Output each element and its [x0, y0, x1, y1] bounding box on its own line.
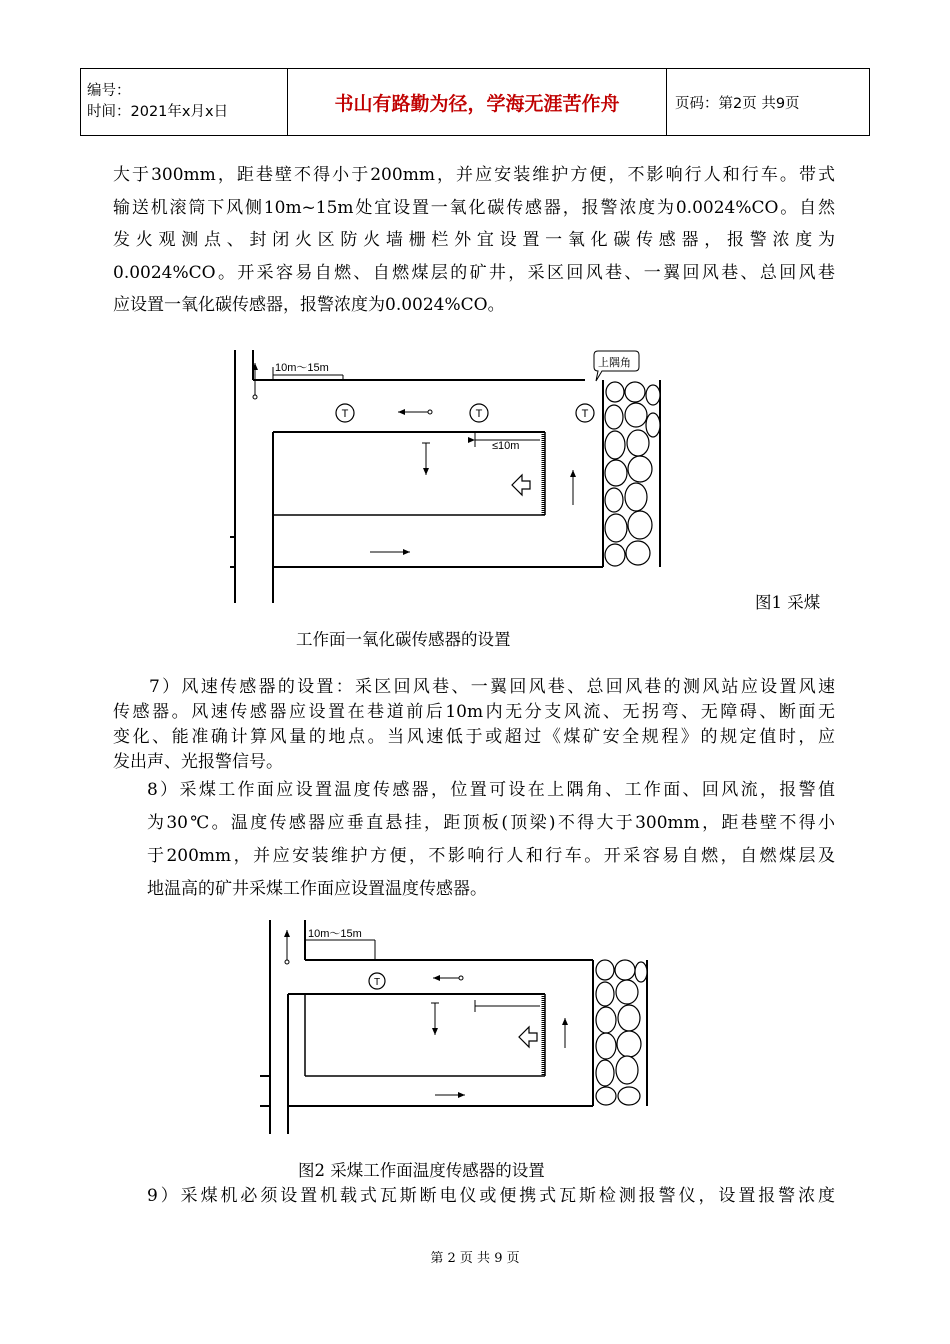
svg-text:T: T [581, 408, 589, 420]
header-motto: 书山有路勤为径，学海无涯苦作舟 [288, 69, 667, 136]
figure2-caption: 图2 采煤工作面温度传感器的设置 [298, 1161, 545, 1180]
text-line: 地温高的矿井采煤工作面应设置温度传感器。 [147, 879, 487, 899]
text-line: 7）风速传感器的设置：采区回风巷、一翼回风巷、总回风巷的测风站应设置风速 [149, 677, 835, 697]
time-label: 时间：2021年x月x日 [87, 104, 229, 120]
paragraph-temperature [147, 774, 835, 906]
text-line: 9）采煤机必须设置机载式瓦斯断电仪或便携式瓦斯检测报警仪，设置报警浓度 [147, 1186, 835, 1206]
paragraph-shearer [147, 1183, 835, 1209]
figure1-caption-part2: 工作面一氧化碳传感器的设置 [296, 630, 511, 649]
fig1-corner-label: 上隅角 [598, 356, 631, 369]
fig1-distance-label: 10m～15m [275, 362, 329, 374]
text-line: 0.0024%CO。开采容易自燃、自燃煤层的矿井，采区回风巷、一翼回风巷、总回风巷 [113, 262, 835, 283]
figure1-co-sensor-diagram [230, 345, 670, 607]
paragraph-co-sensors [113, 159, 835, 322]
text-line: 于200mm，并应安装维护方便，不影响行人和行车。开采容易自燃，自燃煤层及 [147, 846, 835, 866]
text-line: 发火观测点、封闭火区防火墙栅栏外宜设置一氧化碳传感器，报警浓度为 [113, 230, 835, 251]
fig2-distance-label: 10m～15m [308, 928, 362, 940]
number-label: 编号： [87, 83, 131, 99]
figure1-caption-part1: 图1 采煤 [755, 593, 821, 612]
header-page-info: 页码：第2页 共9页 [667, 69, 870, 136]
header-left-cell [81, 69, 288, 136]
page-footer: 第 2 页 共 9 页 [430, 1251, 520, 1266]
text-line: 输送机滚筒下风侧10m~15m处宜设置一氧化碳传感器，报警浓度为0.0024%CO。自然 [113, 197, 835, 218]
text-line: 发出声、光报警信号。 [113, 752, 283, 772]
text-line: 变化、能准确计算风量的地点。当风速低于或超过《煤矿安全规程》的规定值时，应 [113, 727, 835, 747]
svg-text:T: T [341, 408, 349, 420]
fig2-sensor [369, 973, 385, 989]
text-line: 大于300mm，距巷壁不得小于200mm，并应安装维护方便，不影响行人和行车。带式 [113, 165, 835, 185]
text-line: 传感器。风速传感器应设置在巷道前后10m内无分支风流、无拐弯、无障碍、断面无 [113, 702, 835, 722]
figure2-temperature-sensor-diagram [255, 918, 655, 1138]
fig1-gap-label: ≤10m [492, 440, 520, 452]
paragraph-wind-speed [113, 675, 835, 775]
fig1-sensor [576, 404, 594, 422]
fig1-sensor [336, 404, 354, 422]
page-header [80, 68, 870, 136]
text-line: 8）采煤工作面应设置温度传感器，位置可设在上隅角、工作面、回风流，报警值 [147, 780, 835, 800]
text-line: 为30℃。温度传感器应垂直悬挂，距顶板(顶梁)不得大于300mm，距巷壁不得小 [147, 813, 835, 833]
text-line: 应设置一氧化碳传感器，报警浓度为0.0024%CO。 [113, 295, 505, 316]
svg-text:T: T [475, 408, 483, 420]
svg-text:T: T [373, 977, 381, 988]
fig1-sensor [470, 404, 488, 422]
